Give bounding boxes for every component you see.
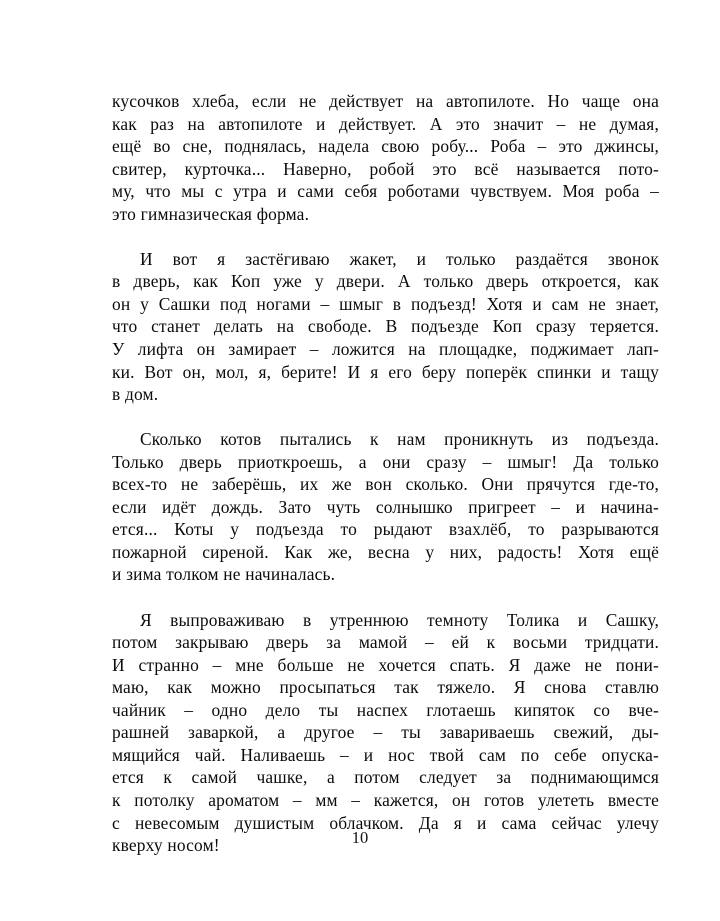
page-number-folio: 10 <box>351 828 369 847</box>
text-line: потом закрываю дверь за мамой – ей к восьми тридцати. <box>112 632 659 653</box>
text-line: У лифта он замирает – ложится на площадке, поджимает лап- <box>112 339 659 360</box>
text-line: ется к самой чашке, а потом следует за поднимающимся <box>112 767 659 788</box>
text-line: чайник – одно дело ты наспех глотаешь кипяток со вче- <box>112 699 659 720</box>
paragraph-2 <box>112 248 659 428</box>
text-line: как раз на автопилоте и действует. А это значит – не думая, <box>112 113 659 134</box>
text-line: маю, как можно просыпаться так тяжело. Я снова ставлю <box>112 677 659 698</box>
text-line: рашней заваркой, а другое – ты завариваешь свежий, ды- <box>112 722 659 743</box>
text-line: ется... Коты у подъезда то рыдают взахлёб, то разрываются <box>112 519 659 540</box>
page-text-block <box>112 90 659 879</box>
text-line: му, что мы с утра и сами себя роботами чувствуем. Моя роба – <box>112 181 659 202</box>
paragraph-3-lines <box>112 428 659 586</box>
text-line: пожарной сиреной. Как же, весна у них, радость! Хотя ещё <box>112 541 659 562</box>
paragraph-1 <box>112 90 659 248</box>
paragraph-1-lines <box>112 90 659 225</box>
text-line: в дверь, как Коп уже у двери. А только дверь откроется, как <box>112 271 659 292</box>
text-line: И вот я застёгиваю жакет, и только раздаётся звонок <box>140 248 659 269</box>
text-line: что станет делать на свободе. В подъезде Коп сразу теряется. <box>112 316 659 337</box>
text-line: если идёт дождь. Зато чуть солнышко пригреет – и начина- <box>112 496 659 517</box>
text-line: Только дверь приоткроешь, а они сразу – шмыг! Да только <box>112 451 659 472</box>
paragraph-2-lines <box>112 248 659 406</box>
text-line: кусочков хлеба, если не действует на автопилоте. Но чаще она <box>112 91 659 111</box>
text-line: к потолку ароматом – мм – кажется, он готов улететь вместе <box>112 789 659 810</box>
paragraph-4-lines <box>112 609 659 857</box>
text-line: И странно – мне больше не хочется спать. Я даже не пони- <box>112 654 659 675</box>
text-line: ки. Вот он, мол, я, берите! И я его беру поперёк спинки и тащу <box>112 361 659 382</box>
text-line: Я выпроваживаю в утреннюю темноту Толика и Сашку, <box>140 609 659 630</box>
text-line: с невесомым душистым облачком. Да я и сама сейчас улечу <box>112 812 659 833</box>
text-line: и зима толком не начиналась. <box>112 564 336 585</box>
text-line: мящийся чай. Наливаешь – и нос твой сам по себе опуска- <box>112 744 659 765</box>
text-line: свитер, курточка... Наверно, робой это всё называется пото- <box>112 158 659 179</box>
text-line: он у Сашки под ногами – шмыг в подъезд! Хотя и сам не знает, <box>112 293 659 314</box>
text-line: кверху носом! <box>112 835 220 856</box>
text-line: ещё во сне, поднялась, надела свою робу... Роба – это джинсы, <box>112 136 659 157</box>
paragraph-3 <box>112 428 659 608</box>
text-line: это гимназическая форма. <box>112 203 310 224</box>
text-line: Сколько котов пытались к нам проникнуть из подъезда. <box>140 429 659 450</box>
text-line: всех-то не заберёшь, их же вон сколько. Они прячутся где-то, <box>112 474 659 495</box>
text-line: в дом. <box>112 384 159 405</box>
